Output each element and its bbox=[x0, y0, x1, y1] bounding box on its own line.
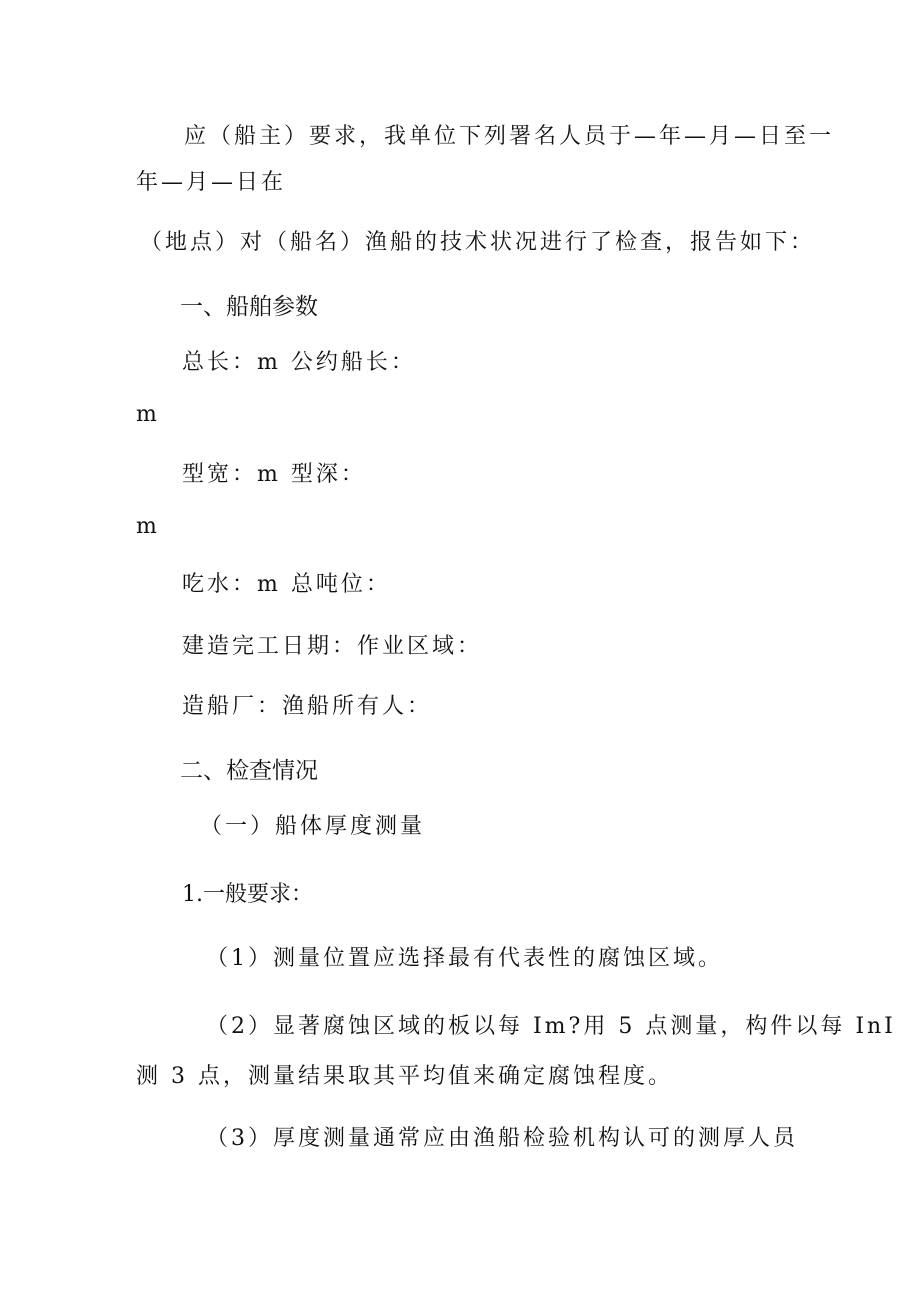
section-1-heading: 一、船舶参数 bbox=[180, 294, 318, 320]
molded-breadth-line: 型宽：m 型深： bbox=[182, 462, 366, 487]
item-1-title: 1.一般要求： bbox=[182, 882, 313, 907]
build-date-line: 建造完工日期：作业区域： bbox=[182, 634, 483, 659]
requirement-3: （3）厚度测量通常应由渔船检验机构认可的测厚人员 bbox=[206, 1126, 798, 1151]
shipyard-line: 造船厂：渔船所有人： bbox=[182, 694, 433, 719]
intro-line-3: （地点）对（船名）渔船的技术状况进行了检查，报告如下： bbox=[140, 230, 816, 255]
subsection-1: （一）船体厚度测量 bbox=[200, 814, 426, 839]
unit-m-1: m bbox=[136, 402, 157, 427]
unit-m-2: m bbox=[136, 514, 157, 539]
requirement-2-line-2: 测 3 点，测量结果取其平均值来确定腐蚀程度。 bbox=[136, 1064, 673, 1089]
requirement-2-line-1: （2）显著腐蚀区域的板以每 Im?用 5 点测量，构件以每 InI bbox=[206, 1014, 896, 1039]
total-length-line: 总长：m 公约船长： bbox=[182, 350, 416, 375]
intro-line-2: 年—月—日在 bbox=[136, 170, 287, 195]
section-2-heading: 二、检查情况 bbox=[180, 758, 318, 784]
requirement-1: （1）测量位置应选择最有代表性的腐蚀区域。 bbox=[206, 946, 723, 971]
draft-line: 吃水：m 总吨位： bbox=[182, 572, 391, 597]
intro-line-1: 应（船主）要求，我单位下列署名人员于—年—月—日至一 bbox=[184, 124, 835, 149]
